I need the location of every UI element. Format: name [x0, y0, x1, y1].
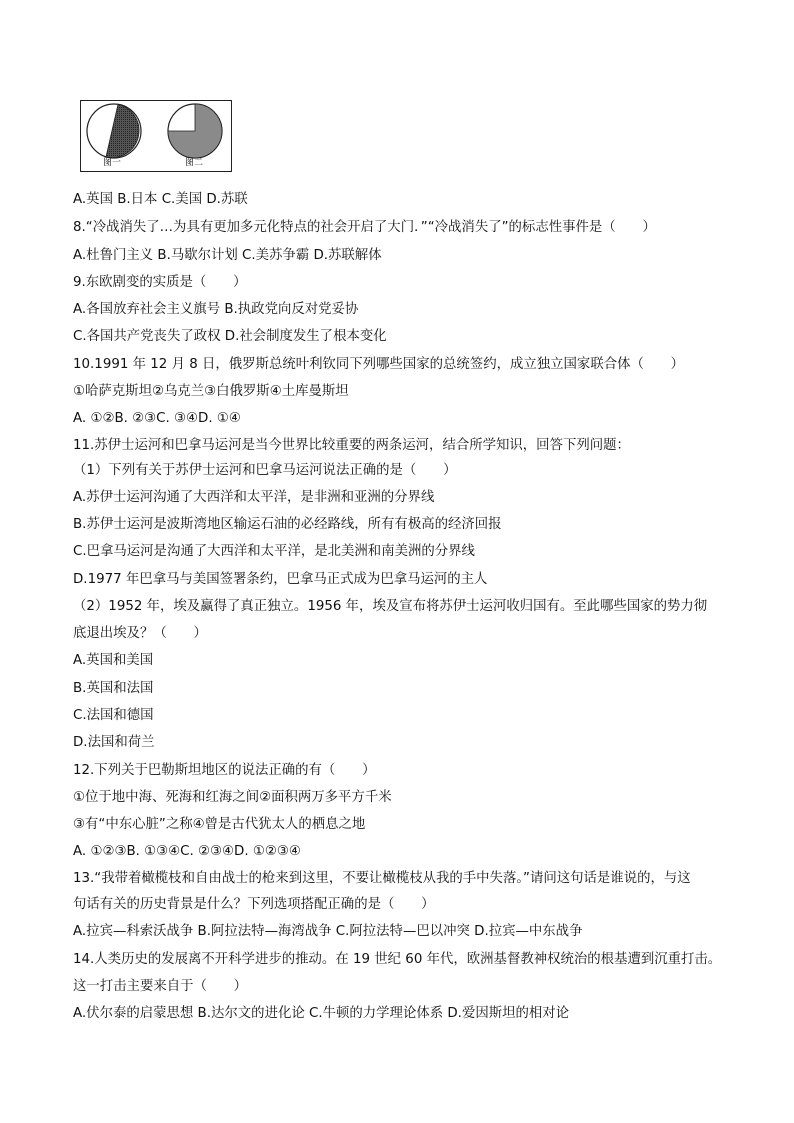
- text-line: 10.1991 年 12 月 8 日，俄罗斯总统叶利钦同下列哪些国家的总统签约，成立独立国家联合体（ ）: [73, 357, 685, 372]
- text-line: A.英国和美国: [73, 653, 154, 668]
- text-line: 8.“冷战消失了…为具有更加多元化特点的社会开启了大门．”“冷战消失了”的标志性事件是（ ）: [73, 220, 656, 235]
- text-line: B.英国和法国: [73, 681, 154, 696]
- text-line: ③有“中东心脏”之称④曾是古代犹太人的栖息之地: [73, 817, 366, 832]
- text-line: ①哈萨克斯坦②乌克兰③白俄罗斯④土库曼斯坦: [73, 384, 349, 399]
- text-line: D.法国和荷兰: [73, 735, 155, 750]
- text-line: 11.苏伊士运河和巴拿马运河是当今世界比较重要的两条运河，结合所学知识，回答下列问题：: [73, 438, 630, 453]
- text-line: （1）下列有关于苏伊士运河和巴拿马运河说法正确的是（ ）: [73, 463, 457, 478]
- text-line: ①位于地中海、死海和红海之间②面积两万多平方千米: [73, 790, 392, 805]
- text-line: 句话有关的历史背景是什么？下列选项搭配正确的是（ ）: [73, 897, 435, 912]
- text-line: 9.东欧剧变的实质是（ ）: [73, 275, 247, 290]
- text-line: 12.下列关于巴勒斯坦地区的说法正确的有（ ）: [73, 763, 376, 778]
- text-line: A. ①②B. ②③C. ③④D. ①④: [73, 411, 241, 426]
- text-line: 底退出埃及？（ ）: [73, 626, 207, 641]
- text-line: A.伏尔泰的启蒙思想 B.达尔文的进化论 C.牛顿的力学理论体系 D.爱因斯坦的相对论: [73, 1006, 570, 1021]
- text-line: A.各国放弃社会主义旗号 B.执政党向反对党妥协: [73, 302, 359, 317]
- text-line: D.1977 年巴拿马与美国签署条约，巴拿马正式成为巴拿马运河的主人: [73, 572, 488, 587]
- text-line: C.法国和德国: [73, 708, 154, 723]
- text-line: A.杜鲁门主义 B.马歇尔计划 C.美苏争霸 D.苏联解体: [73, 248, 382, 263]
- text-line: A.苏伊士运河沟通了大西洋和太平洋，是非洲和亚洲的分界线: [73, 490, 435, 505]
- text-line: 这一打击主要来自于（ ）: [73, 979, 248, 994]
- figure-1-label: 图一: [103, 158, 122, 168]
- text-line: B.苏伊士运河是波斯湾地区输运石油的必经路线，所有有极高的经济回报: [73, 517, 502, 532]
- text-line: C.巴拿马运河是沟通了大西洋和太平洋，是北美洲和南美洲的分界线: [73, 544, 475, 559]
- pie-chart-figure: [80, 100, 232, 172]
- text-line: A. ①②③B. ①③④C. ②③④D. ①②③④: [73, 844, 301, 859]
- text-line: （2）1952 年，埃及赢得了真正独立。1956 年，埃及宣布将苏伊士运河收归国有。至此哪些国家的势力彻: [73, 599, 708, 614]
- text-line: 14.人类历史的发展离不开科学进步的推动。在 19 世纪 60 年代，欧洲基督教神权统治的根基遭到沉重打击。: [73, 952, 722, 967]
- text-line: A.英国 B.日本 C.美国 D.苏联: [73, 192, 248, 207]
- text-line: C.各国共产党丧失了政权 D.社会制度发生了根本变化: [73, 329, 387, 344]
- text-line: 13.“我带着橄榄枝和自由战士的枪来到这里，不要让橄榄枝从我的手中失落。”请问这句话是谁说的，与这: [73, 871, 691, 886]
- text-line: A.拉宾—科索沃战争 B.阿拉法特—海湾战争 C.阿拉法特—巴以冲突 D.拉宾—中东战争: [73, 924, 583, 939]
- figure-2-label: 图二: [185, 158, 204, 168]
